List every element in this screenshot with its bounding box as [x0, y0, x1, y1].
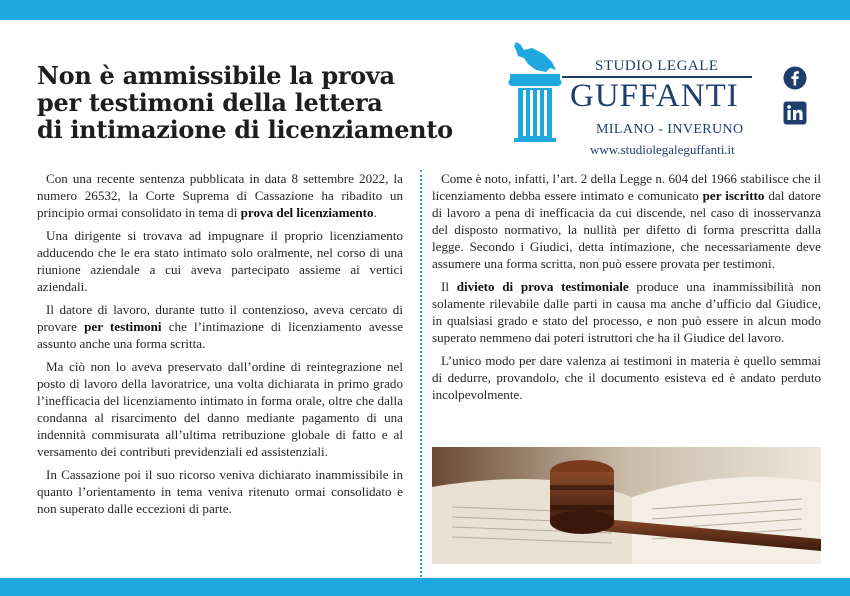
- bottom-accent-bar: [0, 578, 850, 596]
- bold-phrase: per iscritto: [702, 188, 765, 203]
- article-title: [37, 62, 477, 143]
- website-link[interactable]: www.studiolegaleguffanti.it: [590, 142, 735, 157]
- title-line-2: per testimoni della lettera: [37, 88, 383, 117]
- bold-phrase: per testimoni: [84, 319, 162, 334]
- left-column: [37, 170, 403, 523]
- right-paragraph-2: Il divieto di prova testimoniale produce una inammissibilità non solamente rilevabile dalle parti in causa ma anche d’ufficio dal Giudice, in qualsiasi grado e stato del processo, e non può essere in alcun modo superato nemmeno dai poteri istruttori che ha il Giudice del lavoro.: [432, 279, 821, 345]
- studio-logo: [506, 40, 756, 160]
- right-column: [432, 170, 821, 409]
- gavel-on-book-photo: [432, 447, 821, 564]
- left-paragraph-1: Con una recente sentenza pubblicata in data 8 settembre 2022, la numero 26532, la Corte Suprema di Cassazione ha ribadito un principio ormai consolidato in tema di prova del licenziamento.: [37, 171, 403, 220]
- right-paragraph-1: Come è noto, infatti, l’art. 2 della Legge n. 604 del 1966 stabilisce che il licenziamento debba essere intimato e comunicato per iscritto dal datore di lavoro a pena di inefficacia da cui discende, nel caso di inosservanza del disposto normativo, la nullità per difetto di forma prescritta dalla legge. Secondo i Giudici, detta intimazione, che necessariamente deve assumere una forma scritta, non può essere provata per testimoni.: [432, 171, 821, 271]
- left-paragraph-5: In Cassazione poi il suo ricorso veniva dichiarato inammissibile in quanto l’orientamento in tema veniva ritenuto ormai consolidato e non superato dalle eccezioni di parte.: [37, 467, 403, 516]
- title-line-3: di intimazione di licenziamento: [37, 115, 453, 144]
- logo-cities: MILANO - INVERUNO: [596, 122, 744, 137]
- bold-phrase: prova del licenziamento: [240, 205, 374, 220]
- column-divider: [420, 170, 422, 577]
- linkedin-icon[interactable]: [783, 101, 807, 125]
- left-paragraph-2: Una dirigente si trovava ad impugnare il proprio licenziamento adducendo che le era stato intimato solo oralmente, nel corso di una riunione aziendale a cui aveva partecipato assieme ai vertici aziendali.: [37, 228, 403, 294]
- logo-firm-name: GUFFANTI: [570, 78, 739, 114]
- left-paragraph-3: Il datore di lavoro, durante tutto il contenzioso, aveva cercato di provare per testimoni che l’intimazione di licenziamento avesse assunto anche una forma scritta.: [37, 302, 404, 351]
- left-paragraph-4: Ma ciò non lo aveva preservato dall’ordine di reintegrazione nel posto di lavoro della lavoratrice, una volta dichiarata in primo grado l’inefficacia del licenziamento intimato in forma orale, oltre che dalla condanna al risarcimento del danno mediante pagamento di una indennità commisurata all’ultima retribuzione globale di fatto e al versamento dei contributi previdenziali ed assistenziali.: [37, 359, 403, 459]
- bold-phrase: divieto di prova testimoniale: [456, 279, 629, 294]
- facebook-icon[interactable]: [783, 66, 807, 90]
- right-paragraph-3: L’unico modo per dare valenza ai testimoni in materia è quello semmai di dedurre, provandolo, che il documento esisteva ed è andato perduto incolpevolmente.: [432, 353, 821, 402]
- eagle-column-icon: [506, 40, 566, 150]
- title-line-1: Non è ammissibile la prova: [37, 61, 395, 90]
- top-accent-bar: [0, 0, 850, 20]
- logo-studio-label: STUDIO LEGALE: [595, 58, 719, 74]
